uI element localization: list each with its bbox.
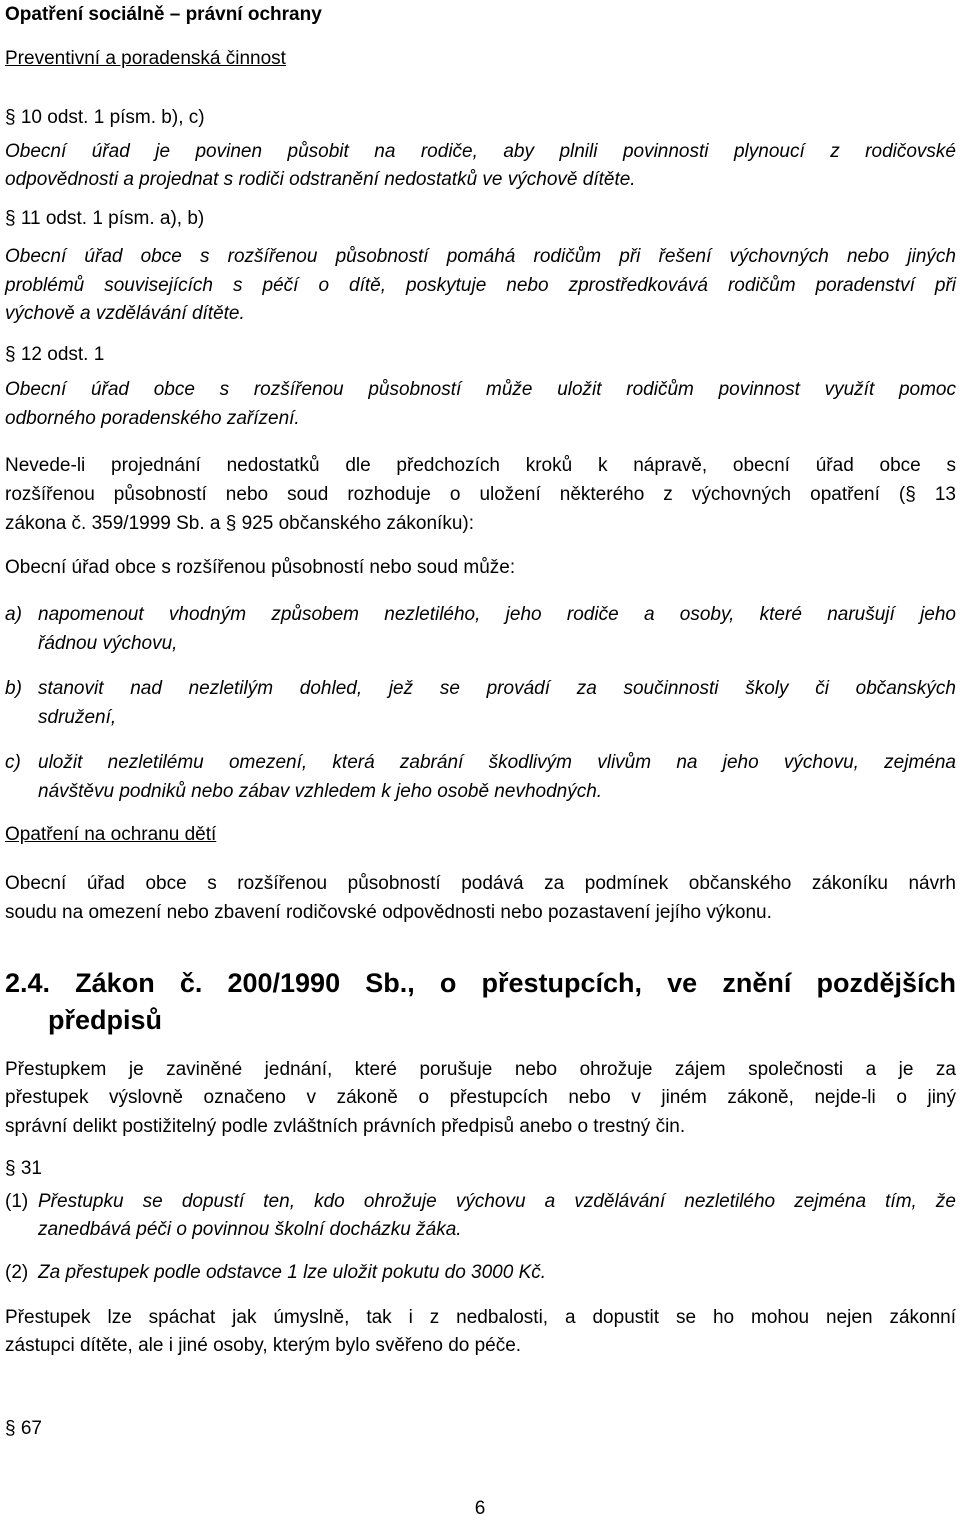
protection-line: Obecní úřad obce s rozšířenou působností podává za podmínek občanského zákoníku návrh	[5, 873, 956, 894]
p31-1-line: Přestupku se dopustí ten, kdo ohrožuje výchovu a vzdělávání nezletilého zejména tím, že	[38, 1191, 956, 1212]
para12-line: odborného poradenského zařízení.	[5, 408, 300, 429]
prestupek-line: přestupek výslovně označeno v zákoně o přestupcích nebo v jiném zákoně, nejde-li o jiný	[5, 1087, 956, 1108]
subheading-preventive: Preventivní a poradenská činnost	[5, 48, 286, 69]
measure-b-line: sdružení,	[38, 707, 117, 728]
measure-c-line: uložit nezletilému omezení, která zabrání škodlivým vlivům na jeho výchovu, zejména	[38, 752, 956, 773]
measure-b-line: stanovit nad nezletilým dohled, jež se provádí za součinnosti školy či občanských	[38, 678, 956, 699]
page-number: 6	[474, 1498, 486, 1519]
protection-line: soudu na omezení nebo zbavení rodičovské odpovědnosti nebo pozastavení jejího výkonu.	[5, 902, 772, 923]
nevede-line: rozšířenou působností nebo soud rozhoduje o uložení některého z výchovných opatření (§ 13	[5, 484, 956, 505]
prestupek-line: Přestupkem je zaviněné jednání, které porušuje nebo ohrožuje zájem společnosti a je za	[5, 1059, 956, 1080]
nevede-line: Nevede-li projednání nedostatků dle předchozích kroků k nápravě, obecní úřad obce s	[5, 455, 956, 476]
para11-line: Obecní úřad obce s rozšířenou působností pomáhá rodičům při řešení výchovných nebo jiných	[5, 246, 956, 267]
section-ref-31: § 31	[5, 1158, 42, 1179]
section-ref-12: § 12 odst. 1	[5, 344, 105, 365]
section-ref-67: § 67	[5, 1418, 42, 1439]
para11-line: problémů souvisejících s péčí o dítě, poskytuje nebo zprostředkovává rodičům poradenství při	[5, 275, 956, 296]
main-heading: Opatření sociálně – právní ochrany	[5, 4, 322, 25]
subheading-protection: Opatření na ochranu dětí	[5, 824, 217, 845]
measure-a-label: a)	[5, 604, 22, 625]
measure-c-line: návštěvu podniků nebo zábav vzhledem k jeho osobě nevhodných.	[38, 781, 603, 802]
p31-1-label: (1)	[5, 1191, 29, 1212]
para10-line: odpovědnosti a projednat s rodiči odstranění nedostatků ve výchově dítěte.	[5, 169, 636, 190]
p31-1-line: zanedbává péči o povinnou školní docházku žáka.	[38, 1219, 462, 1240]
para11-line: výchově a vzdělávání dítěte.	[5, 303, 245, 324]
p31-2-text: Za přestupek podle odstavce 1 lze uložit pokutu do 3000 Kč.	[38, 1262, 547, 1283]
umysl-line: Přestupek lze spáchat jak úmyslně, tak i z nedbalosti, a dopustit se ho mohou nejen zákonní	[5, 1307, 956, 1328]
measure-a-line: řádnou výchovu,	[38, 633, 178, 654]
para10-line: Obecní úřad je povinen působit na rodiče, aby plnili povinnosti plynoucí z rodičovské	[5, 141, 956, 162]
para12-line: Obecní úřad obce s rozšířenou působností může uložit rodičům povinnost využít pomoc	[5, 379, 956, 400]
section-heading-2-4-cont: předpisů	[48, 1005, 163, 1035]
measure-b-label: b)	[5, 678, 22, 699]
p31-2-label: (2)	[5, 1262, 29, 1283]
section-heading-2-4: 2.4. Zákon č. 200/1990 Sb., o přestupcích, ve znění pozdějších	[5, 968, 956, 998]
measure-a-line: napomenout vhodným způsobem nezletilého, jeho rodiče a osoby, které narušují jeho	[38, 604, 956, 625]
measure-c-label: c)	[5, 752, 21, 773]
prestupek-line: správní delikt postižitelný podle zvláštních právních předpisů anebo o trestný čin.	[5, 1116, 686, 1137]
section-ref-11: § 11 odst. 1 písm. a), b)	[5, 208, 205, 229]
nevede-line: zákona č. 359/1999 Sb. a § 925 občanského zákoníku):	[5, 513, 474, 534]
muze-line: Obecní úřad obce s rozšířenou působností nebo soud může:	[5, 557, 516, 578]
umysl-line: zástupci dítěte, ale i jiné osoby, kterým bylo svěřeno do péče.	[5, 1335, 522, 1356]
section-ref-10: § 10 odst. 1 písm. b), c)	[5, 107, 205, 128]
